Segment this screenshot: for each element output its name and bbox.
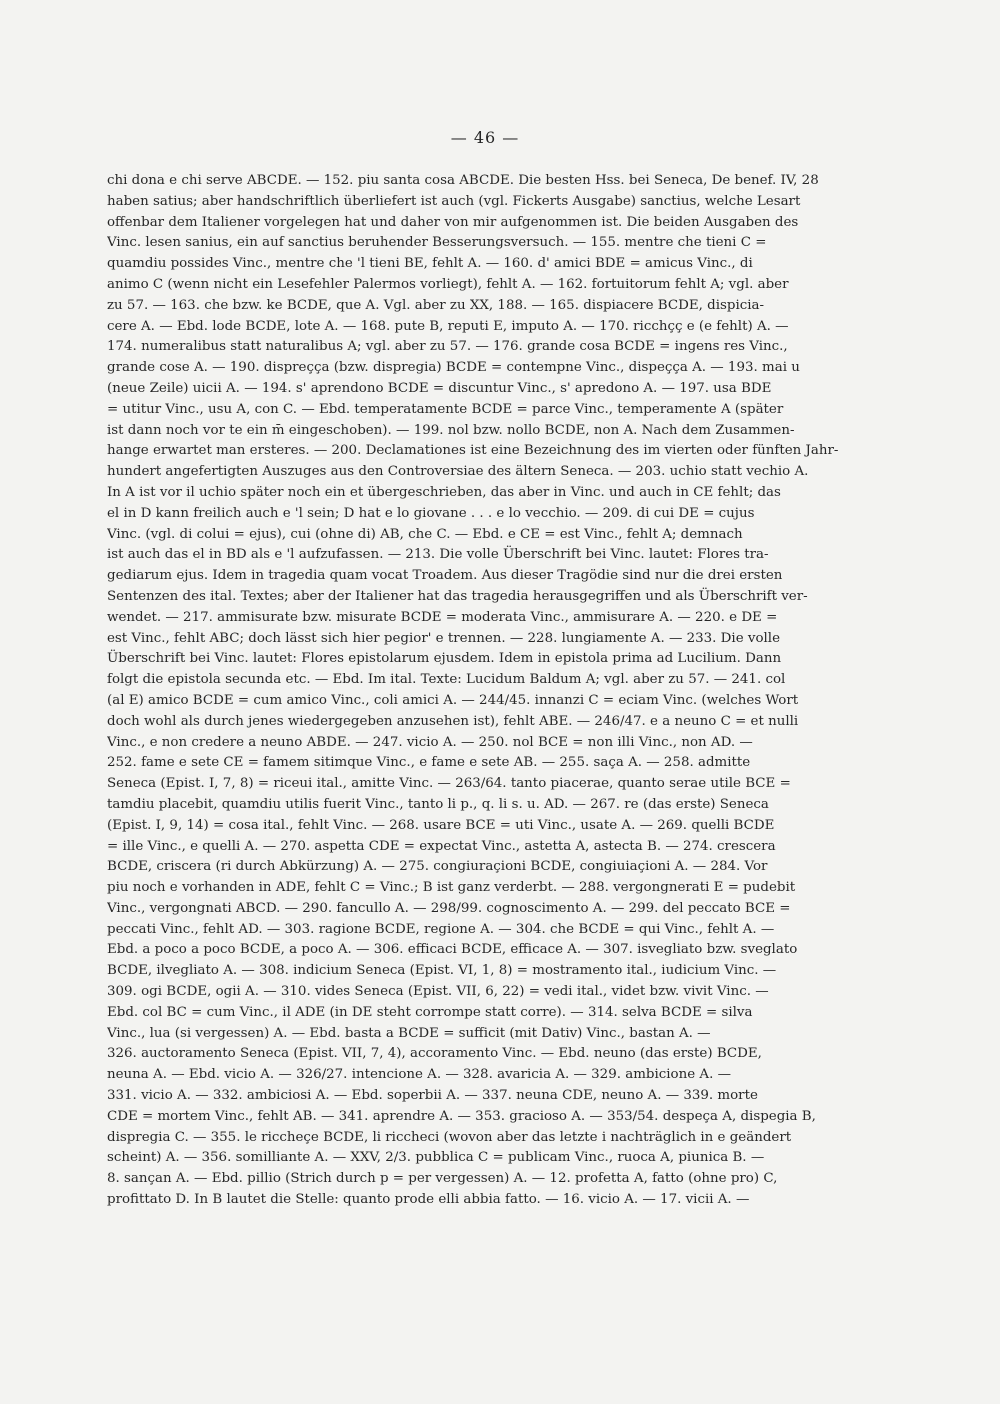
text-line: Ebd. a poco a poco BCDE, a poco A. — 306. efficaci BCDE, efficace A. — 307. isvegliato bzw. sveglato [107, 942, 798, 958]
text-line: 8. sançan A. — Ebd. pillio (Strich durch p = per vergessen) A. — 12. profetta A, fatto (ohne pro) C, [107, 1171, 778, 1187]
text-line: ist dann noch vor te ein m̄ eingeschoben). — 199. nol bzw. nollo BCDE, non A. Nach dem Zusammen- [107, 422, 795, 438]
text-line: 331. vicio A. — 332. ambiciosi A. — Ebd. soperbii A. — 337. neuna CDE, neuno A. — 339. morte [107, 1088, 758, 1104]
text-line: 326. auctoramento Seneca (Epist. VII, 7, 4), accoramento Vinc. — Ebd. neuno (das erste) BCDE, [107, 1046, 762, 1062]
text-line: Seneca (Epist. I, 7, 8) = riceui ital., amitte Vinc. — 263/64. tanto piacerae, quanto serae utile BCE = [107, 776, 791, 792]
text-line: ist auch das el in BD als e 'l aufzufassen. — 213. Die volle Überschrift bei Vinc. lautet: Flores tra- [107, 547, 769, 563]
text-line: Vinc., e non credere a neuno ABDE. — 247. vicio A. — 250. nol BCE = non illi Vinc., non AD. — [107, 734, 753, 750]
text-line: Sentenzen des ital. Textes; aber der Italiener hat das tragedia herausgegriffen und als Überschrift ver- [107, 588, 808, 604]
text-line: Vinc., vergongnati ABCD. — 290. fancullo A. — 298/99. cognoscimento A. — 299. del peccato BCE = [107, 900, 791, 916]
text-line: folgt die epistola secunda etc. — Ebd. Im ital. Texte: Lucidum Baldum A; vgl. aber zu 57. — 241. col [107, 672, 786, 688]
text-line: el in D kann freilich auch e 'l sein; D hat e lo giovane . . . e lo vecchio. — 209. di cui DE = cujus [107, 505, 755, 521]
text-line: CDE = mortem Vinc., fehlt AB. — 341. aprendre A. — 353. gracioso A. — 353/54. despeça A, dispegia B, [107, 1108, 816, 1124]
text-line: BCDE, criscera (ri durch Abkürzung) A. — 275. congiuraçioni BCDE, congiuiaçioni A. — 284. Vor [107, 859, 768, 875]
text-line: doch wohl als durch jenes wiedergegeben anzusehen ist), fehlt ABE. — 246/47. e a neuno C = et nulli [107, 713, 799, 729]
text-line: Ebd. col BC = cum Vinc., il ADE (in DE steht corrompe statt corre). — 314. selva BCDE = silva [107, 1004, 753, 1020]
text-line: grande cose A. — 190. dispreçça (bzw. dispregia) BCDE = contempne Vinc., dispeçça A. — 193. mai u [107, 360, 800, 376]
text-line: (Epist. I, 9, 14) = cosa ital., fehlt Vinc. — 268. usare BCE = uti Vinc., usate A. — 269. quelli BCDE [107, 817, 775, 833]
body-text [107, 171, 863, 1211]
text-line: zu 57. — 163. che bzw. ke BCDE, que A. Vgl. aber zu XX, 188. — 165. dispiacere BCDE, dispicia- [107, 297, 765, 313]
text-line: (neue Zeile) uicii A. — 194. s' aprendono BCDE = discuntur Vinc., s' apredono A. — 197. usa BDE [107, 380, 772, 396]
text-line: gediarum ejus. Idem in tragedia quam vocat Troadem. Aus dieser Tragödie sind nur die drei ersten [107, 568, 783, 584]
text-line: wendet. — 217. ammisurate bzw. misurate BCDE = moderata Vinc., ammisurare A. — 220. e DE = [107, 609, 778, 625]
text-line: Vinc., lua (si vergessen) A. — Ebd. basta a BCDE = sufficit (mit Dativ) Vinc., bastan A. — [107, 1025, 711, 1041]
text-line: haben satius; aber handschriftlich überliefert ist auch (vgl. Fickerts Ausgabe) sanctius, welche Lesart [107, 193, 801, 209]
text-line: est Vinc., fehlt ABC; doch lässt sich hier pegior' e trennen. — 228. lungiamente A. — 233. Die volle [107, 630, 780, 646]
text-line: 309. ogi BCDE, ogii A. — 310. vides Seneca (Epist. VII, 6, 22) = vedi ital., videt bzw. vivit Vinc. — [107, 984, 769, 1000]
text-line: BCDE, ilvegliato A. — 308. indicium Seneca (Epist. VI, 1, 8) = mostramento ital., iudicium Vinc. — [107, 963, 777, 979]
text-line: Überschrift bei Vinc. lautet: Flores epistolarum ejusdem. Idem in epistola prima ad Lucilium. Dann [107, 651, 782, 667]
text-line: hundert angefertigten Auszuges aus den Controversiae des ältern Seneca. — 203. uchio statt vechio A. [107, 464, 809, 480]
text-line: dispregia C. — 355. le riccheçe BCDE, li riccheci (wovon aber das letzte i nachträglich in e geändert [107, 1129, 792, 1145]
page-number: — 46 — [450, 128, 520, 147]
text-line: = utitur Vinc., usu A, con C. — Ebd. temperatamente BCDE = parce Vinc., temperamente A (später [107, 401, 784, 417]
text-line: profittato D. In B lautet die Stelle: quanto prode elli abbia fatto. — 16. vicio A. — 17. vicii A. — [107, 1192, 750, 1208]
text-line: piu noch e vorhanden in ADE, fehlt C = Vinc.; B ist ganz verderbt. — 288. vergongnerati E = pudebit [107, 880, 796, 896]
text-line: neuna A. — Ebd. vicio A. — 326/27. intencione A. — 328. avaricia A. — 329. ambicione A. — [107, 1067, 731, 1083]
text-line: In A ist vor il uchio später noch ein et übergeschrieben, das aber in Vinc. und auch in CE fehlt; das [107, 484, 781, 500]
text-line: (al E) amico BCDE = cum amico Vinc., coli amici A. — 244/45. innanzi C = eciam Vinc. (welches Wort [107, 692, 799, 708]
text-line: tamdiu placebit, quamdiu utilis fuerit Vinc., tanto li p., q. li s. u. AD. — 267. re (das erste) Seneca [107, 796, 769, 812]
text-line: = ille Vinc., e quelli A. — 270. aspetta CDE = expectat Vinc., astetta A, astecta B. — 274. crescera [107, 838, 776, 854]
text-line: 174. numeralibus statt naturalibus A; vgl. aber zu 57. — 176. grande cosa BCDE = ingens res Vinc., [107, 339, 788, 355]
text-line: Vinc. (vgl. di colui = ejus), cui (ohne di) AB, che C. — Ebd. e CE = est Vinc., fehlt A; demnach [107, 526, 743, 542]
text-line: offenbar dem Italiener vorgelegen hat und daher von mir aufgenommen ist. Die beiden Ausgaben des [107, 214, 799, 230]
text-line: 252. fame e sete CE = famem sitimque Vinc., e fame e sete AB. — 255. saça A. — 258. admitte [107, 755, 751, 771]
text-line: quamdiu possides Vinc., mentre che 'l tieni BE, fehlt A. — 160. d' amici BDE = amicus Vinc., di [107, 256, 753, 272]
text-line: animo C (wenn nicht ein Lesefehler Palermos vorliegt), fehlt A. — 162. fortuitorum fehlt A; vgl. aber [107, 276, 789, 292]
text-line: chi dona e chi serve ABCDE. — 152. piu santa cosa ABCDE. Die besten Hss. bei Seneca, De benef. IV, 28 [107, 173, 819, 188]
text-line: peccati Vinc., fehlt AD. — 303. ragione BCDE, regione A. — 304. che BCDE = qui Vinc., fehlt A. — [107, 921, 775, 937]
text-line: Vinc. lesen sanius, ein auf sanctius beruhender Besserungsversuch. — 155. mentre che tieni C = [107, 235, 767, 251]
text-line: cere A. — Ebd. lode BCDE, lote A. — 168. pute B, reputi E, imputo A. — 170. ricchçç e (e fehlt) A. — [107, 318, 789, 334]
text-line: scheint) A. — 356. somilliante A. — XXV, 2/3. pubblica C = publicam Vinc., ruoca A, piunica B. — [107, 1150, 765, 1166]
text-line: hange erwartet man ersteres. — 200. Declamationes ist eine Bezeichnung des im vierten oder fünften Jahr- [107, 443, 839, 459]
